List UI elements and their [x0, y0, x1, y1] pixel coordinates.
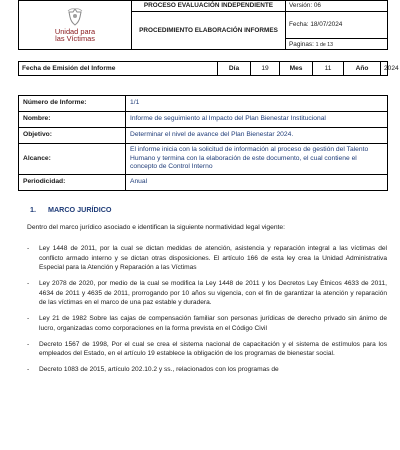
dash-bullet-icon: -: [27, 280, 30, 288]
process-name: PROCESO EVALUACIÓN INDEPENDIENTE: [132, 1, 286, 12]
info-row-number: [19, 96, 388, 112]
info-key: Periodicidad:: [19, 175, 126, 191]
document-header: [18, 0, 388, 50]
report-info-table: [18, 95, 388, 191]
section-title: MARCO JURÍDICO: [48, 205, 112, 214]
pages-label: Paginas:: [289, 40, 314, 48]
info-key: Objetivo:: [19, 128, 126, 144]
list-item: - Ley 1448 de 2011, por la cual se dictan medidas de atención, asistencia y reparación integral a las víctimas del conflicto armado interno y se dictan otras disposiciones. El artículo 166 de esta ley crea la Unidad Administrativa Especial para la Atención y Reparación a las Víctimas: [27, 245, 387, 272]
section-number: 1.: [30, 205, 36, 214]
org-name-line1: Unidad para: [54, 26, 96, 36]
year-value: 2024: [381, 62, 388, 76]
info-row-scope: [19, 144, 388, 175]
document-date: Fecha: 18/07/2024: [286, 11, 388, 38]
info-value: El informe inicia con la solicitud de información al proceso de gestión del Talento Humano y termina con la elaboración de este documento, el cual contiene el concepto de Control Interno: [126, 144, 388, 175]
dash-bullet-icon: -: [27, 315, 30, 323]
org-name-line2: las Víctimas: [55, 34, 95, 43]
info-value: 1/1: [126, 96, 388, 112]
section-intro: Dentro del marco jurídico asociado e identifican la siguiente normatividad legal vigente:: [27, 224, 285, 231]
list-item: - Decreto 1567 de 1998, Por el cual se crea el sistema nacional de capacitación y el sistema de estímulos para los empleados del Estado, en el artículo 19 establece la obligación de los programas de bienestar social.: [27, 340, 387, 358]
info-row-objective: [19, 128, 388, 144]
day-value: 19: [251, 62, 280, 76]
legal-norms-list: [27, 244, 387, 381]
day-label: Día: [218, 62, 251, 76]
page-count: [286, 39, 388, 50]
month-label: Mes: [280, 62, 313, 76]
list-item: - Decreto 1083 de 2015, artículo 202.10.2 y ss., relacionados con los programas de: [27, 365, 279, 373]
info-key: Número de Informe:: [19, 96, 126, 112]
dash-bullet-icon: -: [27, 340, 30, 348]
emission-label: Fecha de Emisión del Informe: [19, 62, 218, 76]
dash-bullet-icon: -: [27, 245, 30, 252]
section-heading: [30, 205, 112, 214]
dash-bullet-icon: -: [27, 365, 30, 373]
info-value: Determinar el nivel de avance del Plan Bienestar 2024.: [126, 128, 388, 144]
coat-of-arms-icon: [67, 8, 83, 26]
version: Versión: 06: [286, 1, 388, 12]
info-key: Nombre:: [19, 112, 126, 128]
year-label: Año: [344, 62, 381, 76]
list-item: - Ley 2078 de 2020, por medio de la cual se modifica la Ley 1448 de 2011 y los Decretos Ley Étnicos 4633 de 2011, 4634 de 2011 y 4635 de 2011, prorrogando por 10 años su vigencia, con el fin de garantizar la atención y reparación de las víctimas en el marco de una paz estable y duradera.: [27, 280, 387, 307]
month-value: 11: [313, 62, 344, 76]
procedure-name: PROCEDIMIENTO ELABORACIÓN INFORMES: [132, 11, 286, 49]
info-row-name: [19, 112, 388, 128]
header-logo-cell: [19, 1, 132, 50]
info-row-periodicity: [19, 175, 388, 191]
info-value: Anual: [126, 175, 388, 191]
pages-value: 1 de 13: [315, 41, 333, 48]
org-logo: [22, 8, 128, 43]
emission-date-table: [18, 61, 399, 76]
list-item: - Ley 21 de 1982 Sobre las cajas de compensación familiar son personas jurídicas de derecho privado sin ánimo de lucro, organizadas como corporaciones en la forma prevista en el Código Civil: [27, 315, 387, 332]
info-key: Alcance:: [19, 144, 126, 175]
info-value: Informe de seguimiento al Impacto del Plan Bienestar Institucional: [126, 112, 388, 128]
